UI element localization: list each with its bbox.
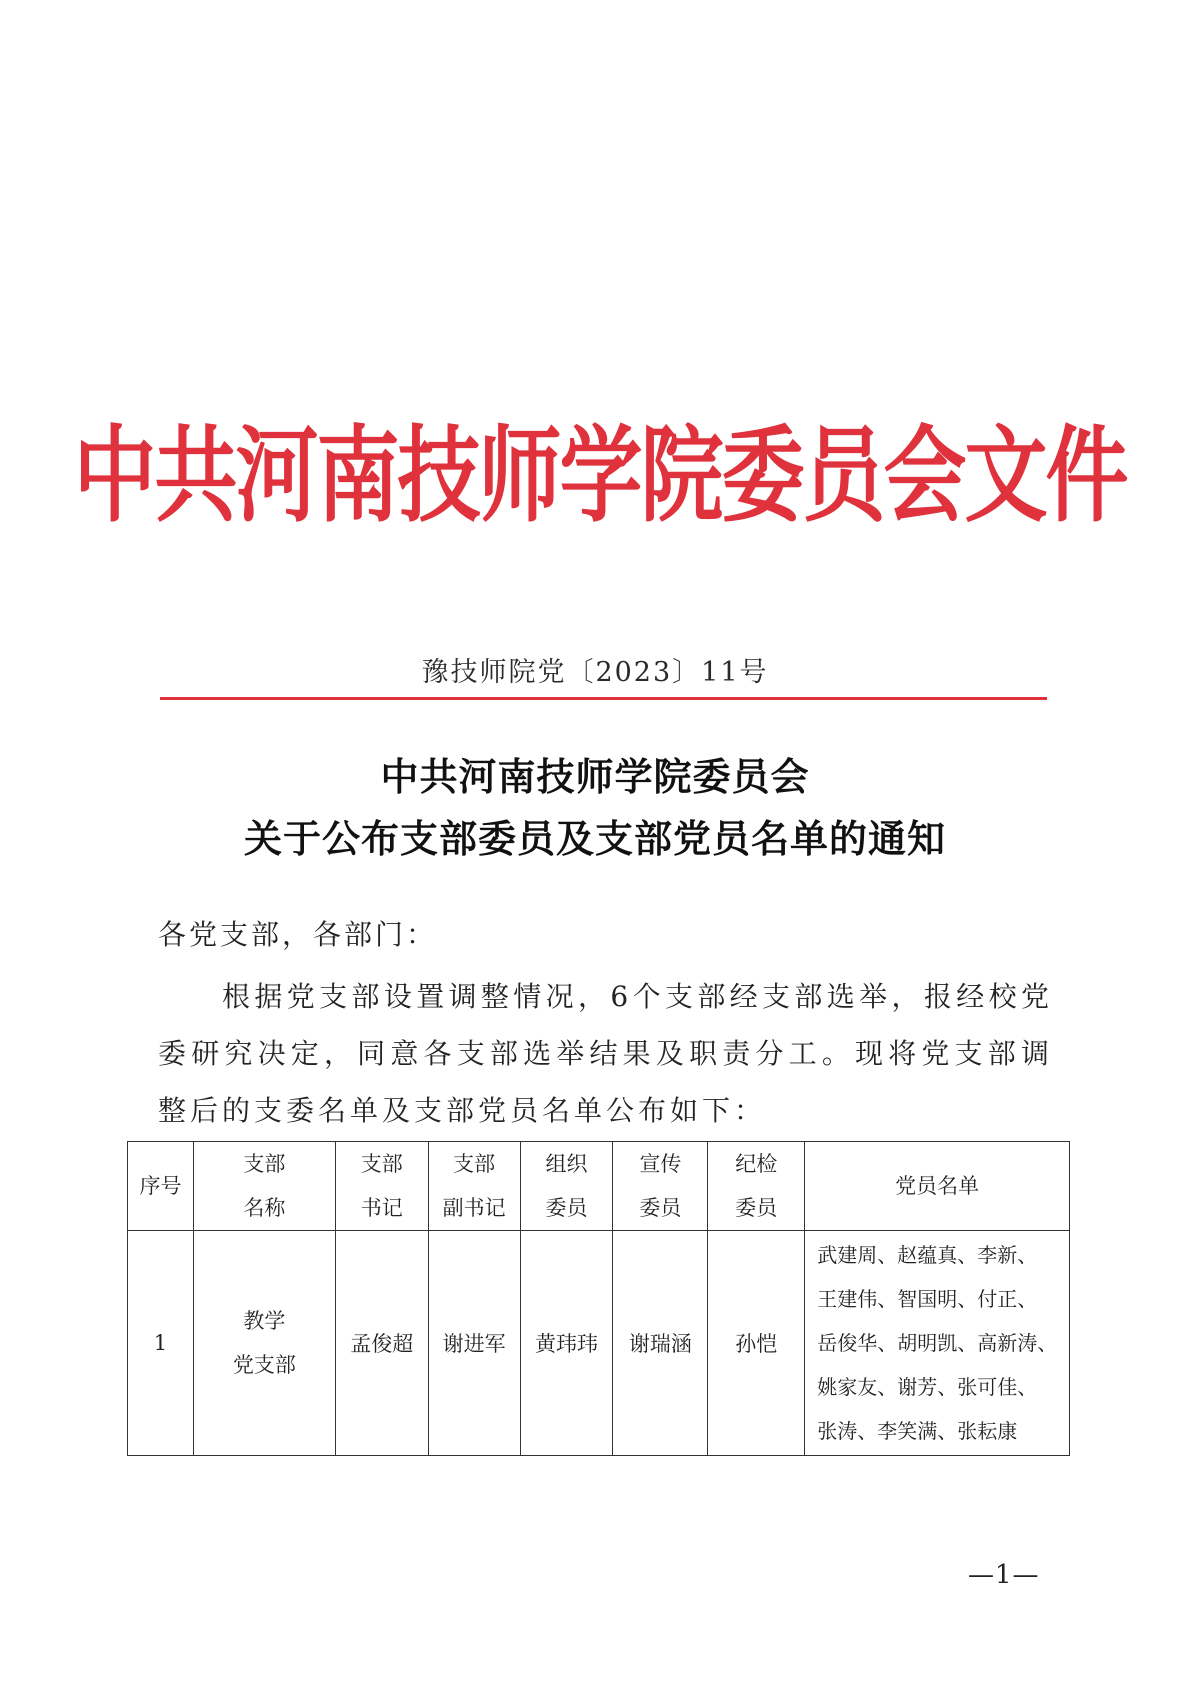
document-title-line-1: 中共河南技师学院委员会 [380,754,810,799]
salutation: 各党支部，各部门： [158,918,438,951]
header-propaganda-line-2: 委员 [639,1196,682,1220]
members-line: 姚家友、谢芳、张可佳、 [817,1375,1038,1399]
page-number: —1— [968,1560,1040,1590]
cell-branch-name [193,1231,335,1456]
cell-propaganda: 谢瑞涵 [613,1231,708,1456]
header-propaganda [613,1142,708,1231]
document-title-line-2: 关于公布支部委员及支部党员名单的通知 [243,816,946,861]
header-organization-line-2: 委员 [545,1196,588,1220]
members-line: 张涛、李笑满、张耘康 [817,1419,1018,1443]
cell-deputy-secretary: 谢进军 [428,1231,520,1456]
header-branch-name [193,1142,335,1231]
header-discipline-line-1: 纪检 [735,1152,778,1176]
header-organization [520,1142,613,1231]
header-organization-line-1: 组织 [545,1152,588,1176]
header-branch-name-line-1: 支部 [243,1152,286,1176]
cell-members [805,1231,1070,1456]
cell-discipline: 孙恺 [708,1231,805,1456]
header-deputy-secretary [428,1142,520,1231]
header-deputy-line-1: 支部 [453,1152,496,1176]
header-secretary-line-2: 书记 [360,1196,403,1220]
header-discipline-line-2: 委员 [735,1196,778,1220]
header-secretary-line-1: 支部 [360,1152,403,1176]
cell-organization: 黄玮玮 [520,1231,613,1456]
table-header-row [128,1142,1070,1231]
header-seq: 序号 [128,1142,194,1231]
members-line: 武建周、赵蕴真、李新、 [817,1243,1038,1267]
header-secretary [335,1142,428,1231]
cell-branch-name-line-2: 党支部 [232,1353,296,1377]
members-line: 岳俊华、胡明凯、高新涛、 [817,1331,1058,1355]
red-divider-line [160,697,1047,700]
cell-secretary: 孟俊超 [335,1231,428,1456]
header-members: 党员名单 [805,1142,1070,1231]
cell-seq: 1 [128,1231,194,1456]
document-number: 豫技师院党〔2023〕11号 [421,657,769,688]
header-propaganda-line-1: 宣传 [639,1152,682,1176]
branch-roster-table [127,1141,1070,1456]
issuer-banner: 中共河南技师学院委员会文件 [73,413,1127,536]
header-deputy-line-2: 副书记 [442,1196,506,1220]
table-row [128,1231,1070,1456]
header-branch-name-line-2: 名称 [243,1196,286,1220]
header-discipline [708,1142,805,1231]
cell-branch-name-line-1: 教学 [243,1309,286,1333]
members-line: 王建伟、智国明、付正、 [817,1287,1038,1311]
body-paragraph: 根据党支部设置调整情况，6个支部经支部选举，报经校党委研究决定，同意各支部选举结果及职责分工。现将党支部调整后的支委名单及支部党员名单公布如下： [158,980,1053,1127]
